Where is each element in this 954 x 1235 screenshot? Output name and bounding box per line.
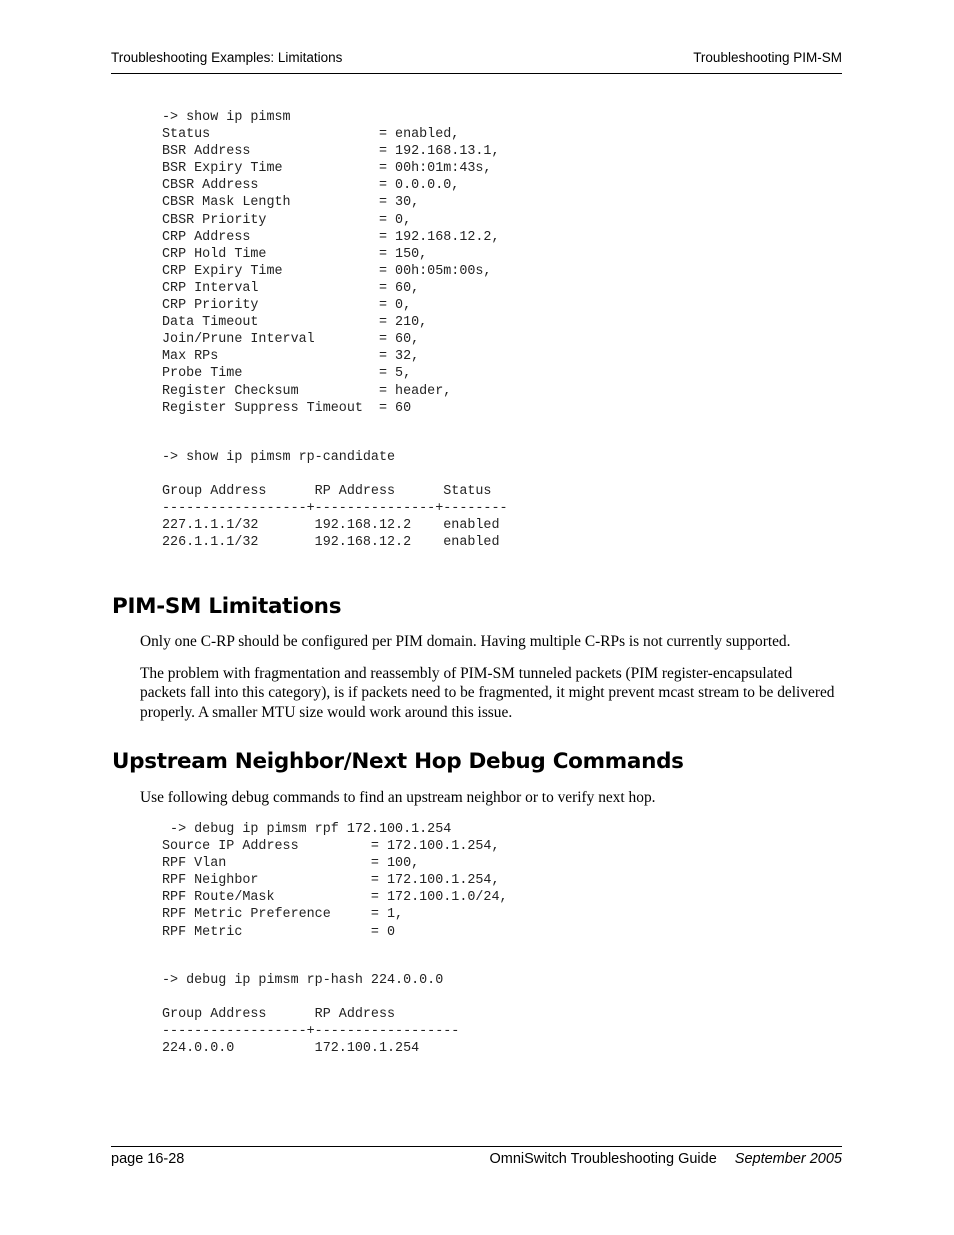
header-rule [111,73,842,74]
code-debug-rp-hash: -> debug ip pimsm rp-hash 224.0.0.0 Group Address RP Address ------------------+------------------ 224.0.0.0 172.100.1.254 [162,973,460,1057]
footer-guide-title: OmniSwitch Troubleshooting Guide [489,1151,717,1167]
header-right-text: Troubleshooting PIM-SM [693,50,842,65]
code-show-rp-candidate: -> show ip pimsm rp-candidate Group Address RP Address Status ------------------+---------------+-------- 227.1.1.1/32 192.168.12.2 enabled 226.1.1.1/32 192.168.12.2 enabled [162,450,508,551]
footer-right [489,1151,842,1167]
debug-intro-paragraph: Use following debug commands to find an upstream neighbor or to verify next hop. [140,789,656,806]
page-footer [111,1151,842,1167]
code-show-ip-pimsm: -> show ip pimsm Status = enabled, BSR Address = 192.168.13.1, BSR Expiry Time = 00h:01m:43s, CBSR Address = 0.0.0.0, CBSR Mask Length = 30, CBSR Priority = 0, CRP Address = 192.168.12.2, CRP Hold Time = 150, CRP Expiry Time = 00h:05m:00s, CRP Interval = 60, CRP Priority = 0, Data Timeout = 210, Join/Prune Interval = 60, Max RPs = 32, Probe Time = 5, Register Checksum = header, Register Suppress Timeout = 60 [162,110,500,416]
code-debug-rpf: -> debug ip pimsm rpf 172.100.1.254 Source IP Address = 172.100.1.254, RPF Vlan = 100, RPF Neighbor = 172.100.1.254, RPF Route/Mask = 172.100.1.0/24, RPF Metric Preference = 1, RPF Metric = 0 [162,822,508,940]
limitations-paragraph-1: Only one C-RP should be configured per PIM domain. Having multiple C-RPs is not currently supported. [140,633,791,650]
limitations-paragraph-2: The problem with fragmentation and reassembly of PIM-SM tunneled packets (PIM register-encapsulated packets fall into this category), is if packets need to be fragmented, it might prevent mcast stream to be delivered properly. A smaller MTU size would work around this issue. [140,665,835,721]
section-title-upstream-neighbor: Upstream Neighbor/Next Hop Debug Commands [112,749,684,774]
section-title-pimsm-limitations: PIM-SM Limitations [112,594,342,619]
footer-rule [111,1146,842,1147]
header-left-text: Troubleshooting Examples: Limitations [111,50,343,65]
footer-page-number: page 16-28 [111,1151,185,1167]
page-header [111,50,842,65]
footer-date: September 2005 [734,1151,842,1167]
